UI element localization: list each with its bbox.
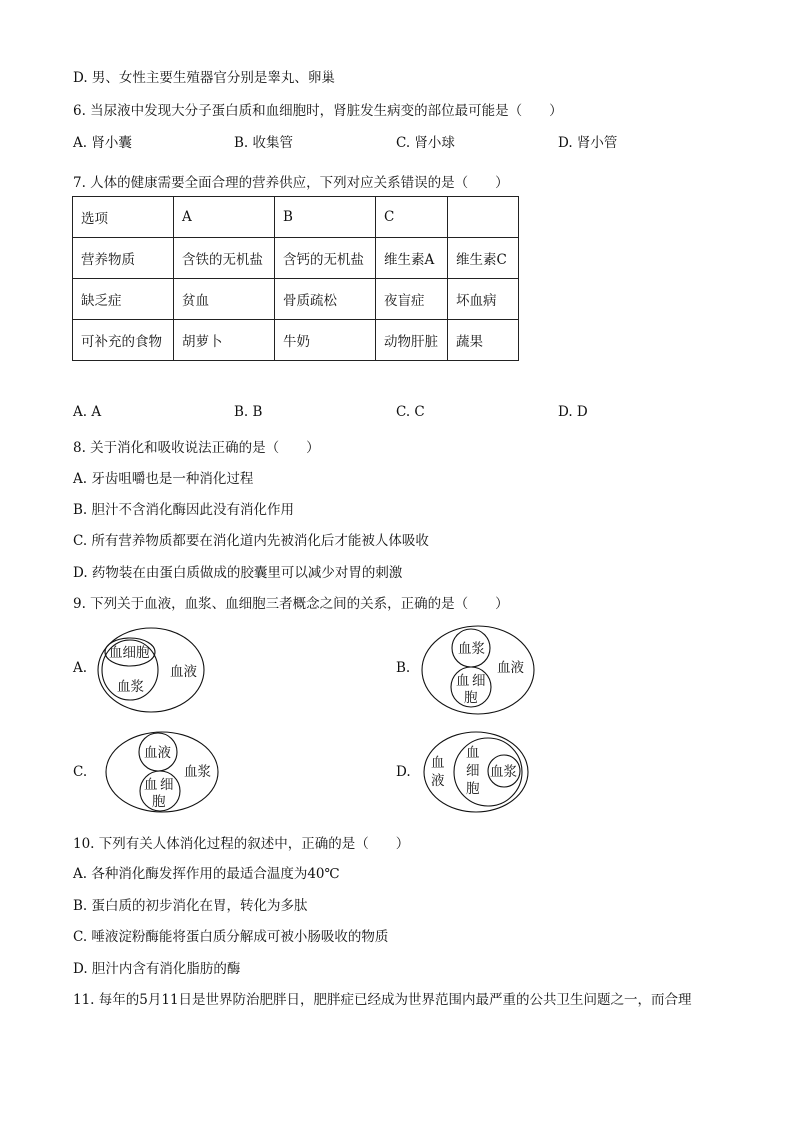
blood-text-2: 液 bbox=[431, 773, 445, 789]
q6-option-b: B. 收集管 bbox=[234, 135, 294, 151]
cells-text-2: 细 bbox=[160, 777, 174, 793]
cells-text-2: 细 bbox=[466, 763, 480, 779]
q8-option-b: B. 胆汁不含消化酶因此没有消化作用 bbox=[73, 502, 295, 518]
nutrition-table bbox=[72, 196, 519, 361]
table-cell: C bbox=[376, 197, 448, 238]
line-q5-option-d: D. 男、女性主要生殖器官分别是睾丸、卵巢 bbox=[73, 70, 335, 86]
table-cell: 维生素C bbox=[448, 238, 519, 279]
cells-text-3: 胞 bbox=[464, 690, 478, 706]
table-cell: 可补充的食物 bbox=[73, 320, 174, 361]
question-7: 7. 人体的健康需要全面合理的营养供应，下列对应关系错误的是（ ） bbox=[73, 175, 509, 191]
question-10: 10. 下列有关人体消化过程的叙述中，正确的是（ ） bbox=[73, 836, 410, 852]
table-cell: 贫血 bbox=[174, 279, 275, 320]
q10-option-a: A. 各种消化酶发挥作用的最适合温度为40℃ bbox=[73, 866, 340, 882]
table-cell: 营养物质 bbox=[73, 238, 174, 279]
question-6: 6. 当尿液中发现大分子蛋白质和血细胞时，肾脏发生病变的部位最可能是（ ） bbox=[73, 103, 563, 119]
blood-text: 血液 bbox=[144, 745, 171, 761]
q8-option-c: C. 所有营养物质都要在消化道内先被消化后才能被人体吸收 bbox=[73, 533, 429, 549]
question-11: 11. 每年的5月11日是世界防治肥胖日，肥胖症已经成为世界范围内最严重的公共卫生问题之一，而合理 bbox=[73, 992, 692, 1008]
question-9: 9. 下列关于血液，血浆、血细胞三者概念之间的关系，正确的是（ ） bbox=[73, 596, 509, 612]
plasma-text: 血浆 bbox=[490, 764, 517, 780]
q7-option-a: A. A bbox=[73, 404, 102, 420]
table-row bbox=[73, 320, 519, 361]
blood-text: 血液 bbox=[497, 660, 524, 676]
q8-option-d: D. 药物装在由蛋白质做成的胶囊里可以减少对胃的刺激 bbox=[73, 565, 403, 581]
q8-option-a: A. 牙齿咀嚼也是一种消化过程 bbox=[73, 471, 254, 487]
plasma-text: 血浆 bbox=[117, 679, 144, 695]
table-row bbox=[73, 279, 519, 320]
table-row bbox=[73, 197, 519, 238]
cells-text-3: 胞 bbox=[152, 794, 166, 810]
q10-option-d: D. 胆汁内含有消化脂肪的酶 bbox=[73, 961, 241, 977]
question-8: 8. 关于消化和吸收说法正确的是（ ） bbox=[73, 440, 320, 456]
cells-text-1: 血 bbox=[466, 745, 480, 761]
cells-text-3: 胞 bbox=[466, 781, 480, 797]
q7-option-c: C. C bbox=[396, 404, 425, 420]
q9-diagram-c bbox=[104, 730, 222, 816]
table-cell: 含铁的无机盐 bbox=[174, 238, 275, 279]
q6-option-c: C. 肾小球 bbox=[396, 135, 455, 151]
q7-option-d: D. D bbox=[558, 404, 588, 420]
cells-text-1: 血 bbox=[144, 777, 158, 793]
q9-label-d: D. bbox=[396, 764, 411, 780]
q10-option-b: B. 蛋白质的初步消化在胃，转化为多肽 bbox=[73, 898, 308, 914]
table-cell: B bbox=[275, 197, 376, 238]
table-cell: 缺乏症 bbox=[73, 279, 174, 320]
table-cell: 骨质疏松 bbox=[275, 279, 376, 320]
table-cell: 动物肝脏 bbox=[376, 320, 448, 361]
q9-diagram-a bbox=[96, 625, 208, 715]
cells-text-1: 血 bbox=[456, 673, 470, 689]
plasma-text: 血浆 bbox=[458, 641, 485, 657]
q9-diagram-d bbox=[422, 730, 532, 816]
blood-text: 血液 bbox=[170, 664, 197, 680]
q9-label-c: C. bbox=[73, 764, 88, 780]
table-cell: 蔬果 bbox=[448, 320, 519, 361]
blood-text-1: 血 bbox=[431, 755, 445, 771]
table-cell: 坏血病 bbox=[448, 279, 519, 320]
q7-option-b: B. B bbox=[234, 404, 263, 420]
q9-diagram-b bbox=[420, 624, 536, 716]
table-cell: 维生素A bbox=[376, 238, 448, 279]
table-cell bbox=[448, 197, 519, 238]
q9-label-b: B. bbox=[396, 660, 411, 676]
plasma-text: 血浆 bbox=[184, 764, 211, 780]
table-cell: 含钙的无机盐 bbox=[275, 238, 376, 279]
q9-label-a: A. bbox=[73, 660, 88, 676]
q6-option-d: D. 肾小管 bbox=[558, 135, 618, 151]
cells-text-2: 细 bbox=[472, 673, 486, 689]
q10-option-c: C. 唾液淀粉酶能将蛋白质分解成可被小肠吸收的物质 bbox=[73, 929, 389, 945]
table-cell: 牛奶 bbox=[275, 320, 376, 361]
table-cell: A bbox=[174, 197, 275, 238]
table-cell: 选项 bbox=[73, 197, 174, 238]
cells-text: 血细胞 bbox=[109, 645, 150, 661]
table-cell: 夜盲症 bbox=[376, 279, 448, 320]
q6-option-a: A. 肾小囊 bbox=[73, 135, 132, 151]
table-cell: 胡萝卜 bbox=[174, 320, 275, 361]
table-row bbox=[73, 238, 519, 279]
